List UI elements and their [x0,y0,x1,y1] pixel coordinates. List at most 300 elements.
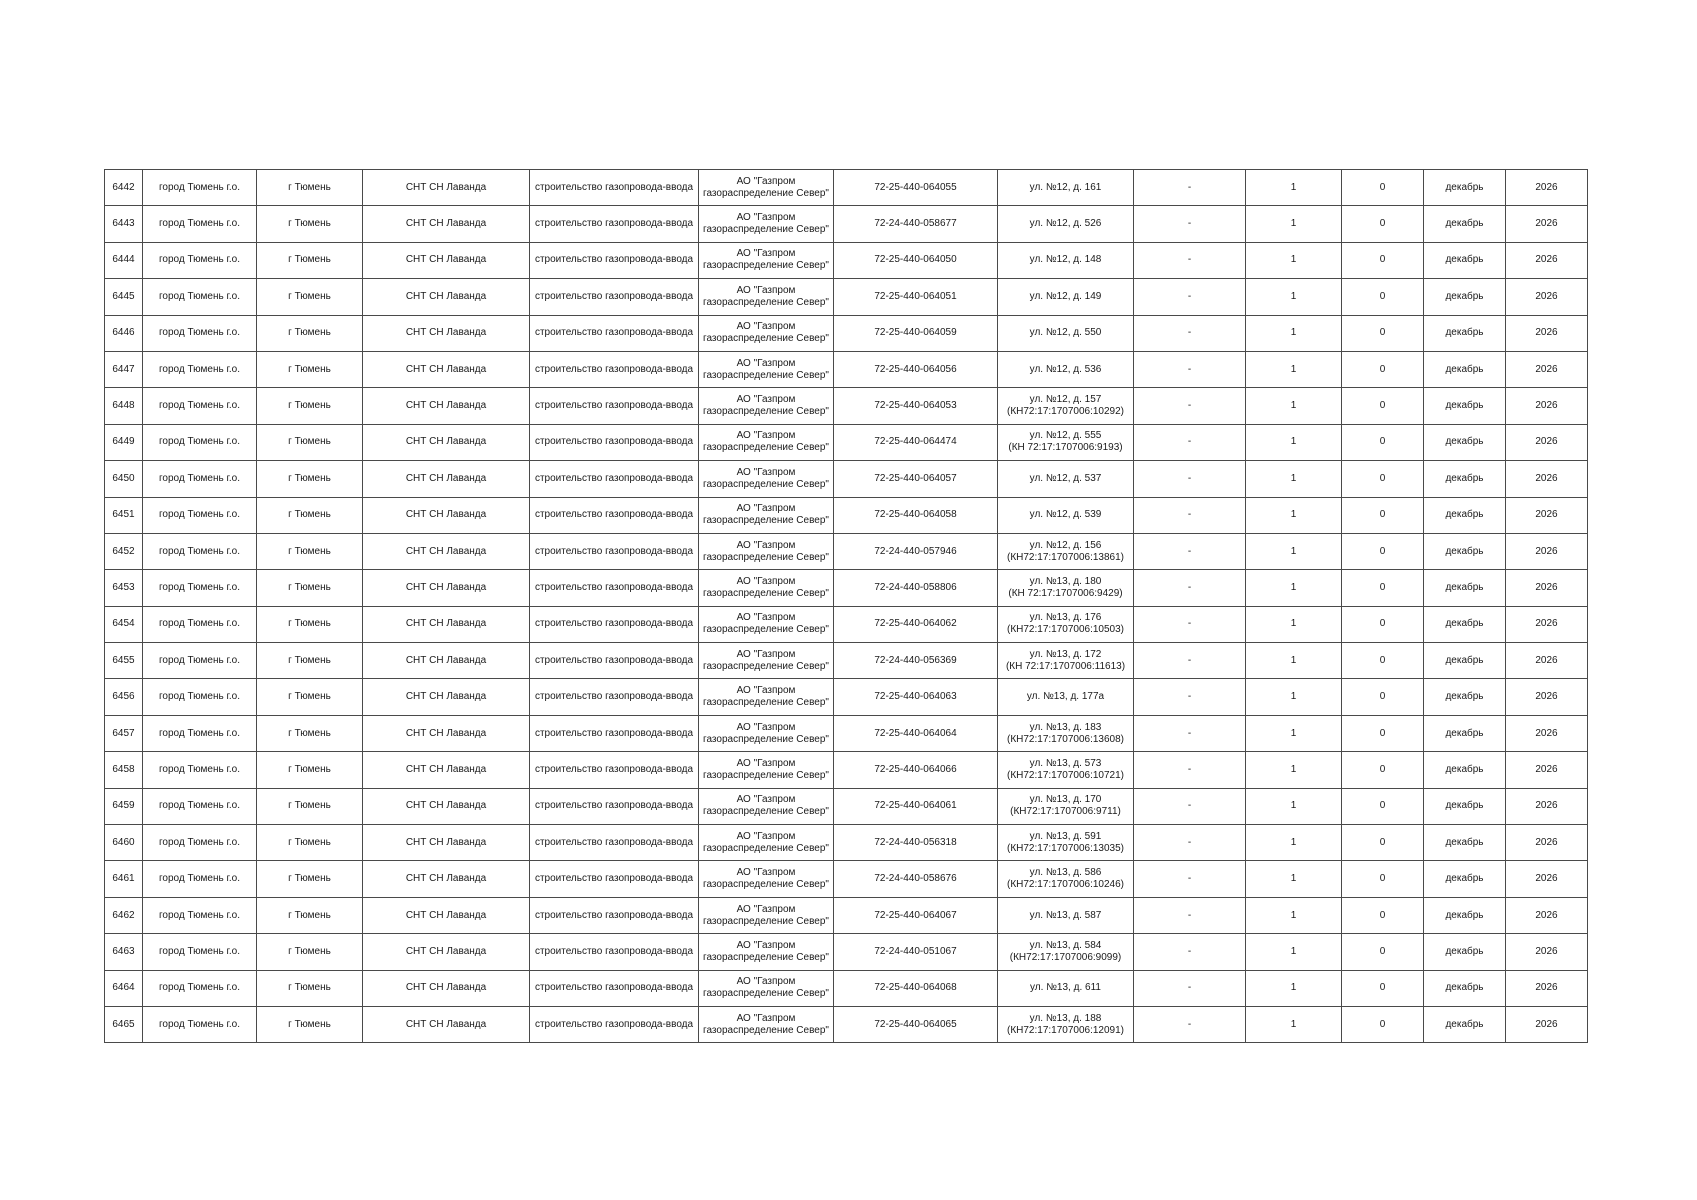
data-table [104,169,1588,1043]
district-cell: город Тюмень г.о. [143,279,257,315]
zero-value-cell: 0 [1342,1006,1424,1042]
registration-code-cell: 72-24-440-057946 [834,533,998,569]
organization-cell [699,788,834,824]
organization-line: АО "Газпром [736,539,796,551]
city-cell: г Тюмень [257,315,363,351]
month-cell: декабрь [1424,424,1506,460]
organization-line: газораспределение Север" [703,842,829,854]
row-number-cell: 6461 [105,861,143,897]
table-row [105,533,1588,569]
address-line: ул. №13, д. 176 [1029,612,1102,624]
quantity-cell: 1 [1246,242,1342,278]
address-cell [998,897,1134,933]
address-line: (КН 72:17:1707006:9193) [1008,442,1123,454]
organization-line: АО "Газпром [736,757,796,769]
quantity-cell: 1 [1246,752,1342,788]
year-cell: 2026 [1506,570,1588,606]
address-cell [998,170,1134,206]
table-row [105,897,1588,933]
dash-cell: - [1134,970,1246,1006]
city-cell: г Тюмень [257,606,363,642]
year-cell: 2026 [1506,970,1588,1006]
work-type-cell: строительство газопровода-ввода [530,388,699,424]
month-cell: декабрь [1424,279,1506,315]
organization-cell [699,861,834,897]
city-cell: г Тюмень [257,388,363,424]
month-cell: декабрь [1424,788,1506,824]
address-line: ул. №12, д. 149 [1029,290,1102,302]
address-line: (КН 72:17:1707006:9429) [1008,587,1123,599]
work-type-cell: строительство газопровода-ввода [530,315,699,351]
city-cell: г Тюмень [257,279,363,315]
row-number-cell: 6442 [105,170,143,206]
zero-value-cell: 0 [1342,497,1424,533]
organization-line: АО "Газпром [736,794,796,806]
registration-code-cell: 72-25-440-064064 [834,715,998,751]
year-cell: 2026 [1506,861,1588,897]
settlement-cell: СНТ СН Лаванда [363,206,530,242]
organization-line: газораспределение Север" [703,988,829,1000]
quantity-cell: 1 [1246,424,1342,460]
settlement-cell: СНТ СН Лаванда [363,861,530,897]
work-type-cell: строительство газопровода-ввода [530,351,699,387]
district-cell: город Тюмень г.о. [143,424,257,460]
table-body [105,170,1588,1043]
organization-line: газораспределение Север" [703,406,829,418]
zero-value-cell: 0 [1342,533,1424,569]
dash-cell: - [1134,1006,1246,1042]
dash-cell: - [1134,606,1246,642]
address-cell [998,861,1134,897]
zero-value-cell: 0 [1342,206,1424,242]
organization-cell [699,570,834,606]
registration-code-cell: 72-24-440-058806 [834,570,998,606]
address-cell [998,279,1134,315]
row-number-cell: 6460 [105,825,143,861]
row-number-cell: 6456 [105,679,143,715]
settlement-cell: СНТ СН Лаванда [363,715,530,751]
work-type-cell: строительство газопровода-ввода [530,461,699,497]
registration-code-cell: 72-25-440-064061 [834,788,998,824]
district-cell: город Тюмень г.о. [143,970,257,1006]
year-cell: 2026 [1506,351,1588,387]
organization-cell [699,242,834,278]
organization-line: газораспределение Север" [703,369,829,381]
address-cell [998,242,1134,278]
organization-cell [699,388,834,424]
month-cell: декабрь [1424,461,1506,497]
address-cell [998,351,1134,387]
row-number-cell: 6462 [105,897,143,933]
year-cell: 2026 [1506,715,1588,751]
table-row [105,1006,1588,1042]
quantity-cell: 1 [1246,897,1342,933]
address-line: (КН72:17:1707006:9711) [1010,806,1121,818]
address-line: (КН72:17:1707006:13035) [1006,842,1125,854]
zero-value-cell: 0 [1342,788,1424,824]
month-cell: декабрь [1424,351,1506,387]
zero-value-cell: 0 [1342,570,1424,606]
zero-value-cell: 0 [1342,424,1424,460]
work-type-cell: строительство газопровода-ввода [530,242,699,278]
address-line: (КН72:17:1707006:10246) [1006,879,1125,891]
dash-cell: - [1134,679,1246,715]
address-cell [998,497,1134,533]
registration-code-cell: 72-24-440-058676 [834,861,998,897]
work-type-cell: строительство газопровода-ввода [530,533,699,569]
organization-line: газораспределение Север" [703,697,829,709]
year-cell: 2026 [1506,934,1588,970]
registration-code-cell: 72-25-440-064058 [834,497,998,533]
organization-line: АО "Газпром [736,503,796,515]
year-cell: 2026 [1506,897,1588,933]
year-cell: 2026 [1506,461,1588,497]
month-cell: декабрь [1424,242,1506,278]
row-number-cell: 6458 [105,752,143,788]
zero-value-cell: 0 [1342,715,1424,751]
address-line: ул. №12, д. 157 [1029,394,1102,406]
work-type-cell: строительство газопровода-ввода [530,1006,699,1042]
organization-cell [699,752,834,788]
settlement-cell: СНТ СН Лаванда [363,242,530,278]
address-line: (КН72:17:1707006:10721) [1006,769,1125,781]
year-cell: 2026 [1506,424,1588,460]
organization-line: АО "Газпром [736,466,796,478]
organization-line: газораспределение Север" [703,587,829,599]
month-cell: декабрь [1424,861,1506,897]
quantity-cell: 1 [1246,679,1342,715]
registration-code-cell: 72-25-440-064056 [834,351,998,387]
quantity-cell: 1 [1246,970,1342,1006]
year-cell: 2026 [1506,1006,1588,1042]
organization-line: АО "Газпром [736,321,796,333]
table-row [105,315,1588,351]
work-type-cell: строительство газопровода-ввода [530,752,699,788]
dash-cell: - [1134,825,1246,861]
dash-cell: - [1134,570,1246,606]
year-cell: 2026 [1506,279,1588,315]
month-cell: декабрь [1424,1006,1506,1042]
dash-cell: - [1134,388,1246,424]
quantity-cell: 1 [1246,1006,1342,1042]
organization-line: газораспределение Север" [703,333,829,345]
month-cell: декабрь [1424,679,1506,715]
address-cell [998,825,1134,861]
settlement-cell: СНТ СН Лаванда [363,533,530,569]
organization-line: АО "Газпром [736,212,796,224]
year-cell: 2026 [1506,206,1588,242]
organization-line: АО "Газпром [736,430,796,442]
district-cell: город Тюмень г.о. [143,170,257,206]
registration-code-cell: 72-24-440-058677 [834,206,998,242]
address-cell [998,388,1134,424]
organization-line: газораспределение Север" [703,660,829,672]
address-line: (КН 72:17:1707006:11613) [1005,660,1126,672]
registration-code-cell: 72-25-440-064063 [834,679,998,715]
district-cell: город Тюмень г.о. [143,315,257,351]
address-line: ул. №12, д. 555 [1029,430,1102,442]
address-cell [998,643,1134,679]
district-cell: город Тюмень г.о. [143,643,257,679]
registration-code-cell: 72-25-440-064065 [834,1006,998,1042]
year-cell: 2026 [1506,170,1588,206]
registration-code-cell: 72-25-440-064474 [834,424,998,460]
settlement-cell: СНТ СН Лаванда [363,897,530,933]
quantity-cell: 1 [1246,461,1342,497]
settlement-cell: СНТ СН Лаванда [363,679,530,715]
city-cell: г Тюмень [257,570,363,606]
work-type-cell: строительство газопровода-ввода [530,570,699,606]
city-cell: г Тюмень [257,679,363,715]
dash-cell: - [1134,897,1246,933]
city-cell: г Тюмень [257,533,363,569]
organization-line: АО "Газпром [736,394,796,406]
year-cell: 2026 [1506,242,1588,278]
dash-cell: - [1134,788,1246,824]
quantity-cell: 1 [1246,388,1342,424]
organization-line: АО "Газпром [736,867,796,879]
organization-line: АО "Газпром [736,685,796,697]
zero-value-cell: 0 [1342,934,1424,970]
row-number-cell: 6455 [105,643,143,679]
dash-cell: - [1134,861,1246,897]
zero-value-cell: 0 [1342,606,1424,642]
organization-line: газораспределение Север" [703,478,829,490]
table-row [105,242,1588,278]
district-cell: город Тюмень г.о. [143,461,257,497]
organization-cell [699,679,834,715]
work-type-cell: строительство газопровода-ввода [530,715,699,751]
organization-cell [699,351,834,387]
organization-cell [699,279,834,315]
city-cell: г Тюмень [257,715,363,751]
table-row [105,497,1588,533]
address-line: ул. №13, д. 183 [1029,721,1102,733]
registration-code-cell: 72-25-440-064051 [834,279,998,315]
work-type-cell: строительство газопровода-ввода [530,279,699,315]
table-row [105,788,1588,824]
address-line: ул. №12, д. 526 [1029,218,1102,230]
organization-line: АО "Газпром [736,648,796,660]
organization-line: газораспределение Север" [703,733,829,745]
work-type-cell: строительство газопровода-ввода [530,424,699,460]
work-type-cell: строительство газопровода-ввода [530,679,699,715]
district-cell: город Тюмень г.о. [143,715,257,751]
address-line: ул. №13, д. 170 [1029,794,1102,806]
address-cell [998,970,1134,1006]
settlement-cell: СНТ СН Лаванда [363,752,530,788]
city-cell: г Тюмень [257,752,363,788]
year-cell: 2026 [1506,788,1588,824]
registration-code-cell: 72-24-440-051067 [834,934,998,970]
address-line: ул. №12, д. 537 [1029,472,1102,484]
row-number-cell: 6457 [105,715,143,751]
address-line: ул. №12, д. 539 [1029,509,1102,521]
quantity-cell: 1 [1246,788,1342,824]
zero-value-cell: 0 [1342,279,1424,315]
table-row [105,970,1588,1006]
settlement-cell: СНТ СН Лаванда [363,934,530,970]
work-type-cell: строительство газопровода-ввода [530,206,699,242]
organization-line: АО "Газпром [736,721,796,733]
month-cell: декабрь [1424,206,1506,242]
district-cell: город Тюмень г.о. [143,679,257,715]
address-line: ул. №13, д. 586 [1029,867,1102,879]
month-cell: декабрь [1424,715,1506,751]
organization-line: газораспределение Север" [703,515,829,527]
address-cell [998,206,1134,242]
district-cell: город Тюмень г.о. [143,861,257,897]
registration-code-cell: 72-25-440-064053 [834,388,998,424]
quantity-cell: 1 [1246,934,1342,970]
row-number-cell: 6449 [105,424,143,460]
zero-value-cell: 0 [1342,752,1424,788]
dash-cell: - [1134,752,1246,788]
table-row [105,570,1588,606]
quantity-cell: 1 [1246,715,1342,751]
table-row [105,424,1588,460]
zero-value-cell: 0 [1342,388,1424,424]
table-row [105,351,1588,387]
address-line: ул. №12, д. 550 [1029,327,1102,339]
row-number-cell: 6465 [105,1006,143,1042]
settlement-cell: СНТ СН Лаванда [363,315,530,351]
registration-code-cell: 72-25-440-064059 [834,315,998,351]
zero-value-cell: 0 [1342,315,1424,351]
organization-cell [699,461,834,497]
year-cell: 2026 [1506,752,1588,788]
registration-code-cell: 72-25-440-064067 [834,897,998,933]
row-number-cell: 6451 [105,497,143,533]
address-cell [998,934,1134,970]
row-number-cell: 6452 [105,533,143,569]
address-line: ул. №13, д. 584 [1029,939,1102,951]
organization-cell [699,643,834,679]
city-cell: г Тюмень [257,861,363,897]
city-cell: г Тюмень [257,643,363,679]
district-cell: город Тюмень г.о. [143,206,257,242]
quantity-cell: 1 [1246,825,1342,861]
table-row [105,643,1588,679]
organization-line: АО "Газпром [736,903,796,915]
registration-code-cell: 72-25-440-064055 [834,170,998,206]
city-cell: г Тюмень [257,788,363,824]
settlement-cell: СНТ СН Лаванда [363,606,530,642]
address-line: (КН72:17:1707006:13608) [1006,733,1125,745]
table-row [105,170,1588,206]
month-cell: декабрь [1424,533,1506,569]
organization-line: АО "Газпром [736,357,796,369]
settlement-cell: СНТ СН Лаванда [363,825,530,861]
district-cell: город Тюмень г.о. [143,351,257,387]
address-line: (КН72:17:1707006:13861) [1006,551,1125,563]
address-line: ул. №13, д. 172 [1029,648,1102,660]
settlement-cell: СНТ СН Лаванда [363,1006,530,1042]
month-cell: декабрь [1424,825,1506,861]
work-type-cell: строительство газопровода-ввода [530,861,699,897]
dash-cell: - [1134,497,1246,533]
settlement-cell: СНТ СН Лаванда [363,570,530,606]
organization-cell [699,497,834,533]
registration-code-cell: 72-25-440-064050 [834,242,998,278]
row-number-cell: 6454 [105,606,143,642]
city-cell: г Тюмень [257,206,363,242]
quantity-cell: 1 [1246,570,1342,606]
work-type-cell: строительство газопровода-ввода [530,825,699,861]
address-line: ул. №13, д. 591 [1029,830,1102,842]
table-row [105,461,1588,497]
dash-cell: - [1134,643,1246,679]
address-cell [998,788,1134,824]
address-cell [998,315,1134,351]
address-cell [998,752,1134,788]
settlement-cell: СНТ СН Лаванда [363,351,530,387]
district-cell: город Тюмень г.о. [143,497,257,533]
district-cell: город Тюмень г.о. [143,606,257,642]
district-cell: город Тюмень г.о. [143,752,257,788]
city-cell: г Тюмень [257,897,363,933]
year-cell: 2026 [1506,679,1588,715]
month-cell: декабрь [1424,570,1506,606]
district-cell: город Тюмень г.о. [143,825,257,861]
address-cell [998,424,1134,460]
year-cell: 2026 [1506,315,1588,351]
organization-line: газораспределение Север" [703,442,829,454]
organization-cell [699,424,834,460]
quantity-cell: 1 [1246,606,1342,642]
organization-cell [699,533,834,569]
month-cell: декабрь [1424,643,1506,679]
table-row [105,388,1588,424]
row-number-cell: 6446 [105,315,143,351]
settlement-cell: СНТ СН Лаванда [363,279,530,315]
district-cell: город Тюмень г.о. [143,934,257,970]
city-cell: г Тюмень [257,242,363,278]
organization-cell [699,897,834,933]
address-line: ул. №13, д. 587 [1029,909,1102,921]
address-cell [998,461,1134,497]
city-cell: г Тюмень [257,970,363,1006]
dash-cell: - [1134,461,1246,497]
organization-line: газораспределение Север" [703,296,829,308]
address-line: ул. №13, д. 611 [1030,982,1101,994]
city-cell: г Тюмень [257,170,363,206]
month-cell: декабрь [1424,497,1506,533]
settlement-cell: СНТ СН Лаванда [363,788,530,824]
address-cell [998,606,1134,642]
dash-cell: - [1134,351,1246,387]
registration-code-cell: 72-25-440-064057 [834,461,998,497]
zero-value-cell: 0 [1342,242,1424,278]
city-cell: г Тюмень [257,497,363,533]
row-number-cell: 6463 [105,934,143,970]
settlement-cell: СНТ СН Лаванда [363,643,530,679]
dash-cell: - [1134,279,1246,315]
organization-line: АО "Газпром [736,939,796,951]
address-line: ул. №13, д. 573 [1029,757,1102,769]
row-number-cell: 6447 [105,351,143,387]
settlement-cell: СНТ СН Лаванда [363,424,530,460]
work-type-cell: строительство газопровода-ввода [530,897,699,933]
quantity-cell: 1 [1246,206,1342,242]
address-line: ул. №13, д. 180 [1029,575,1102,587]
table-row [105,606,1588,642]
organization-cell [699,934,834,970]
row-number-cell: 6450 [105,461,143,497]
work-type-cell: строительство газопровода-ввода [530,970,699,1006]
dash-cell: - [1134,533,1246,569]
zero-value-cell: 0 [1342,970,1424,1006]
